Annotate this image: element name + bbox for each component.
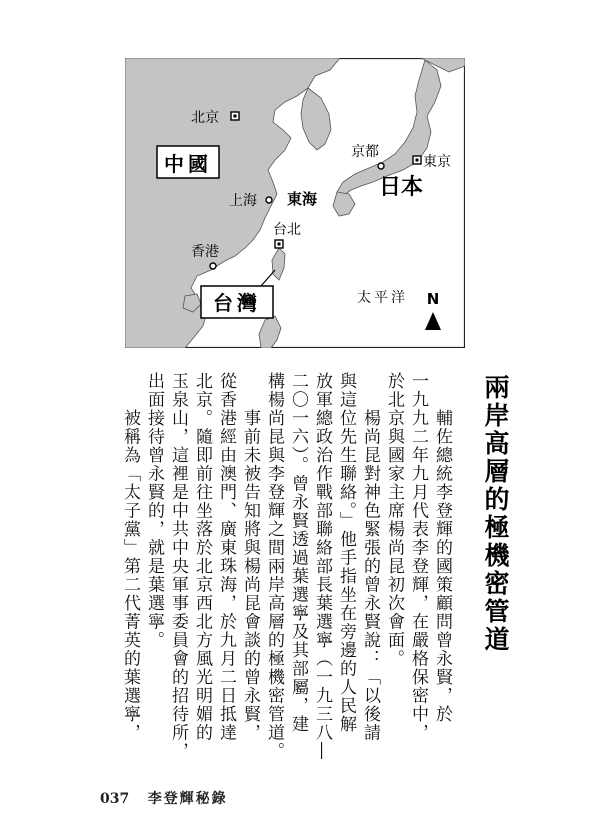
section-heading: 兩岸高層的極機密管道 — [481, 374, 510, 654]
kyoto-marker — [378, 163, 384, 169]
map-figure — [125, 58, 465, 348]
text-column: 於北京與國家主席楊尚昆初次會面。 — [384, 372, 404, 668]
pacific-label: 太平洋 — [357, 290, 408, 306]
taipei-label: 台北 — [273, 222, 301, 238]
text-column: 輔佐總統李登輝的國策顧問曾永賢，於 — [432, 372, 452, 724]
japan-label: 日本 — [379, 175, 424, 200]
shanghai-marker — [266, 197, 272, 203]
text-column: 構楊尚昆與李登輝之間兩岸高層的極機密管道。 — [264, 372, 284, 761]
text-column: 一九九二年九月代表李登輝，在嚴格保密中， — [408, 372, 428, 742]
text-column: 從香港經由澳門、廣東珠海，於九月二日抵達 — [216, 372, 236, 742]
kyoto-label: 京都 — [351, 144, 379, 160]
hongkong-label: 香港 — [191, 244, 219, 260]
china-label: 中國 — [164, 152, 212, 176]
text-column: 與這位先生聯絡。」他手指坐在旁邊的人民解 — [336, 372, 356, 734]
page-number: 037 — [100, 791, 130, 807]
text-column: 出面接待曾永賢的，就是葉選寧。 — [144, 372, 164, 650]
tokyo-label: 東京 — [423, 154, 451, 170]
shanghai-label: 上海 — [229, 193, 257, 209]
text-column: 被稱為「太子黨」第二代菁英的葉選寧， — [120, 372, 140, 742]
beijing-label: 北京 — [191, 110, 219, 126]
north-label: N — [426, 290, 440, 308]
book-title: 李登輝秘錄 — [147, 791, 228, 807]
text-column: 北京。隨即前往坐落於北京西北方風光明媚的 — [192, 372, 212, 742]
text-column: 楊尚昆對神色緊張的曾永賢說：「以後請 — [360, 372, 380, 742]
hongkong-marker — [210, 263, 216, 269]
taiwan-label: 台灣 — [213, 291, 261, 315]
text-column: 玉泉山，這裡是中共中央軍事委員會的招待所， — [168, 372, 188, 761]
text-column: 二〇一六）。曾永賢透過葉選寧及其部屬，建 — [288, 372, 308, 734]
text-column: 放軍總政治作戰部聯絡部長葉選寧（一九三八― — [312, 372, 332, 761]
text-column: 事前未被告知將與楊尚昆會談的曾永賢， — [240, 372, 260, 742]
page-footer — [100, 788, 228, 808]
east-sea-label: 東海 — [287, 190, 318, 208]
